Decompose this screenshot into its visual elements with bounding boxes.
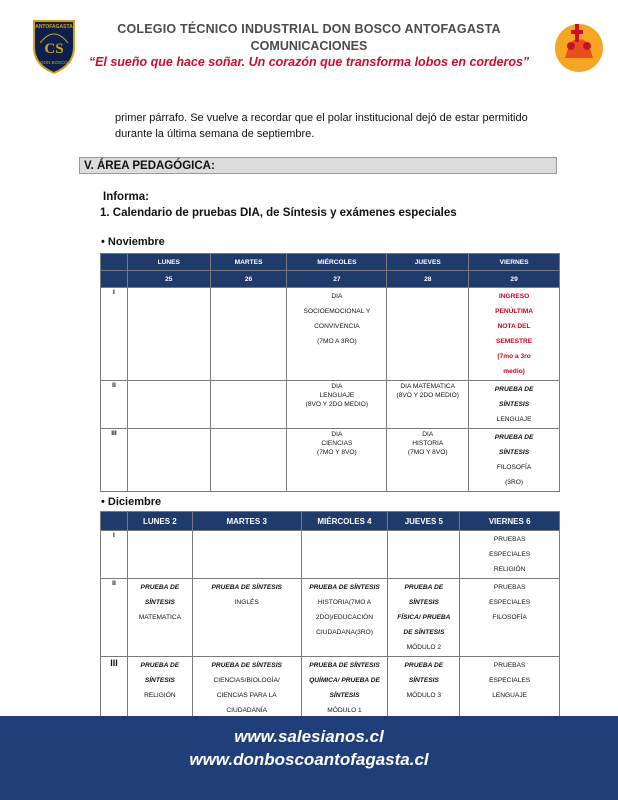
- day-header: LUNES: [127, 254, 210, 271]
- period-label: III: [101, 657, 128, 720]
- table-cell: [210, 429, 287, 492]
- table-row: [101, 579, 560, 657]
- period-label: III: [101, 429, 128, 492]
- table-cell: PRUEBAS ESPECIALES LENGUAJE: [460, 657, 560, 720]
- table-cell: DIA CIENCIAS (7MO Y 8VO): [287, 429, 387, 492]
- table-cell: DIA HISTORIA (7MO Y 8VO): [387, 429, 469, 492]
- calendar-table-noviembre: [100, 253, 560, 492]
- date-header: 25: [127, 271, 210, 288]
- table-cell: [127, 429, 210, 492]
- table-corner-cell: [101, 512, 128, 531]
- list-item-calendario: 1. Calendario de pruebas DIA, de Síntesis y exámenes especiales: [100, 207, 457, 219]
- calendar-table-diciembre: [100, 511, 560, 720]
- period-label: II: [101, 381, 128, 429]
- day-header: MARTES 3: [192, 512, 301, 531]
- body-paragraph: primer párrafo. Se vuelve a recordar que el polar institucional dejó de estar permitido durante la última semana de septiembre.: [115, 112, 528, 140]
- table-cell: [127, 288, 210, 381]
- table-cell: [127, 531, 192, 579]
- table-row: [101, 288, 560, 381]
- table-header-row: [101, 254, 560, 271]
- table-header-row: [101, 512, 560, 531]
- table-cell: INGRESO PENÚLTIMA NOTA DEL SEMESTRE (7mo a 3ro medio): [469, 288, 560, 381]
- table-row: [101, 657, 560, 720]
- period-label: I: [101, 531, 128, 579]
- period-label: II: [101, 579, 128, 657]
- table-corner-cell: [101, 254, 128, 271]
- period-label: I: [101, 288, 128, 381]
- svg-text:ANTOFAGASTA: ANTOFAGASTA: [35, 24, 73, 30]
- school-name: COLEGIO TÉCNICO INDUSTRIAL DON BOSCO ANTOFAGASTA: [117, 22, 501, 36]
- salesian-logo: [551, 18, 607, 74]
- footer-link-salesianos[interactable]: www.salesianos.cl: [234, 727, 384, 746]
- table-cell: PRUEBA DE SÍNTESIS FILOSOFÍA (3RO): [469, 429, 560, 492]
- table-cell: PRUEBA DE SÍNTESIS CIENCIAS/BIOLOGÍA/ CIENCIAS PARA LA CIUDADANÍA: [192, 657, 301, 720]
- table-row: [101, 429, 560, 492]
- day-header: MARTES: [210, 254, 287, 271]
- informa-heading: Informa:: [103, 191, 149, 203]
- day-header: VIERNES 6: [460, 512, 560, 531]
- table-cell: PRUEBA DE SÍNTESIS HISTORIA(7MO A 2DO)/EDUCACIÓN CIUDADANA(3RO): [301, 579, 388, 657]
- department-name: COMUNICACIONES: [250, 39, 368, 53]
- table-cell: PRUEBAS ESPECIALES FILOSOFÍA: [460, 579, 560, 657]
- day-header: JUEVES 5: [388, 512, 460, 531]
- svg-text:CS: CS: [44, 41, 64, 57]
- table-cell: PRUEBA DE SÍNTESIS LENGUAJE: [469, 381, 560, 429]
- table-cell: DIA LENGUAJE (8VO Y 2DO MEDIO): [287, 381, 387, 429]
- table-cell: [192, 531, 301, 579]
- table-cell: DIA MATEMATICA (8VO Y 2DO MEDIO): [387, 381, 469, 429]
- footer-link-donbosco[interactable]: www.donboscoantofagasta.cl: [189, 750, 429, 769]
- month-title-diciembre: • Diciembre: [101, 496, 162, 508]
- svg-text:DON BOSCO: DON BOSCO: [40, 60, 68, 65]
- table-cell: [387, 288, 469, 381]
- table-cell: PRUEBA DE SÍNTESIS INGLÉS: [192, 579, 301, 657]
- month-title-noviembre: • Noviembre: [101, 236, 165, 248]
- table-cell: PRUEBA DE SÍNTESIS QUÍMICA/ PRUEBA DE SÍNTESIS MÓDULO 1: [301, 657, 388, 720]
- table-cell: PRUEBA DE SÍNTESIS RELIGIÓN: [127, 657, 192, 720]
- table-cell: PRUEBA DE SÍNTESIS MÓDULO 3: [388, 657, 460, 720]
- table-cell: PRUEBA DE SÍNTESIS MATEMATICA: [127, 579, 192, 657]
- table-cell: PRUEBAS ESPECIALES RELIGIÓN: [460, 531, 560, 579]
- date-header: 27: [287, 271, 387, 288]
- section-title-area-pedagogica: V. ÁREA PEDAGÓGICA:: [79, 157, 557, 174]
- date-header: 26: [210, 271, 287, 288]
- day-header: MIÉRCOLES: [287, 254, 387, 271]
- day-header: JUEVES: [387, 254, 469, 271]
- table-row: [101, 381, 560, 429]
- table-corner-cell: [101, 271, 128, 288]
- date-header: 29: [469, 271, 560, 288]
- day-header: LUNES 2: [127, 512, 192, 531]
- table-cell: [210, 288, 287, 381]
- table-cell: PRUEBA DE SÍNTESIS FÍSICA/ PRUEBA DE SÍNTESIS MÓDULO 2: [388, 579, 460, 657]
- date-header: 28: [387, 271, 469, 288]
- day-header: VIERNES: [469, 254, 560, 271]
- table-cell: [301, 531, 388, 579]
- table-row: [101, 531, 560, 579]
- school-motto: “El sueño que hace soñar. Un corazón que transforma lobos en corderos”: [88, 55, 530, 69]
- table-date-row: [101, 271, 560, 288]
- table-cell: [388, 531, 460, 579]
- table-cell: [127, 381, 210, 429]
- day-header: MIÉRCOLES 4: [301, 512, 388, 531]
- table-cell: DIA SOCIOEMOCIONAL Y CONVIVENCIA (7MO A 3RO): [287, 288, 387, 381]
- table-cell: [210, 381, 287, 429]
